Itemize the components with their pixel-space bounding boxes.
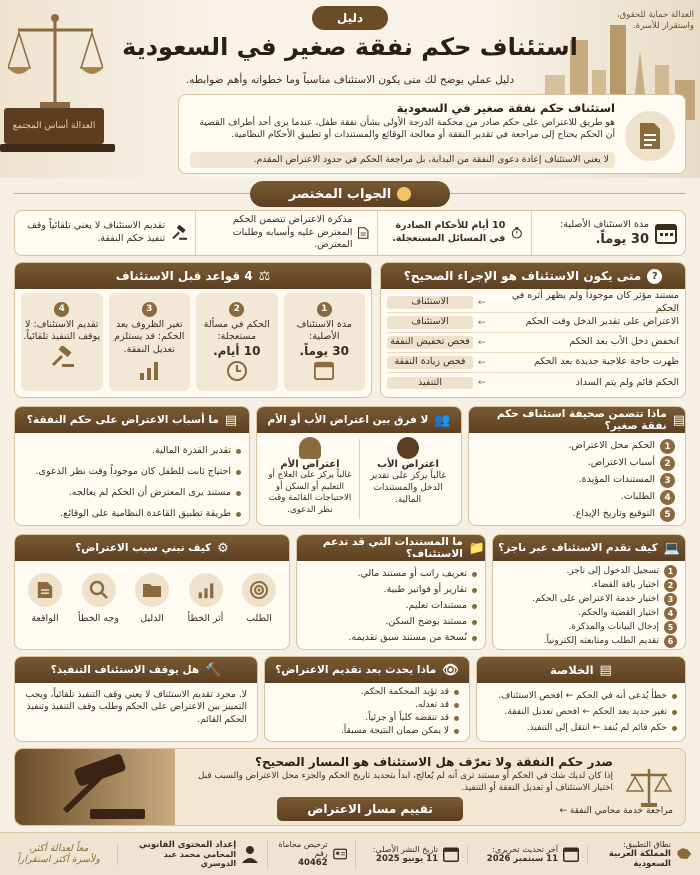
build-step: أثر الخطأ [182,573,230,626]
short-answer-item: تقديم الاستئناف لا يعني تلقائياً وقف تنفيذ حكم النفقة. [15,211,195,255]
online-card: 💻 كيف تقدم الاستئناف عبر ناجز؟ 1 تسجيل الدخول إلى ناجز. 2 اختيار باقة القضاء. 3 اختيار خدمة الاعتراض على الحكم. 4 اختيار القضية والحكم. 5 إدخال البيانات والمذكرة. 6 تقديم الطلب ومتابعته إلكترونياً. [492,534,686,650]
rule-item: 3 تغير الظروف بعد الحكم: قد يستلزم تعديل النفقة. [109,293,191,391]
footer-slogan: معاً لعدالة أكثر، ولأسرة أكثر استقراراً [0,843,118,865]
short-answer-item: مدة الاستئناف الأصلية: 30 يوماً. [531,211,685,255]
page-subtitle: دليل عملي يوضح لك متى يكون الاستئناف مناسباً وما خطواته وأهم ضوابطه. [185,74,515,86]
document-item: تقارير أو فواتير طبية. [301,582,477,598]
document-icon: ▤ [224,412,238,428]
when-appeal-row: الاعتراض على تقدير الدخل وقت الحكم ← الاستئناف [387,313,679,333]
memo-item: 2 أسباب الاعتراض. [475,455,675,472]
document-icon [625,111,675,161]
intro-note: لا يعني الاستئناف إعادة دعوى النفقة من البداية، بل مراجعة الحكم في حدود الاعتراض المقدم. [190,152,615,168]
rule-item: 1 مدة الاستئناف الأصلية: 30 يوماً. [284,293,366,391]
build-step: الدليل [128,573,176,626]
lawyer-service-link[interactable]: مراجعة خدمة محامي النفقة ← [559,806,673,816]
short-answer-card [14,210,686,256]
document-item: نُسخة من مستند سبق تقديمه. [301,630,477,646]
calendar-icon [563,846,579,862]
person-icon [241,845,259,863]
stay-card: 🔨 هل يوقف الاستئناف التنفيذ؟ لا. مجرد تقديم الاستئناف لا يعني وقف التنفيذ تلقائياً، ويجب التمييز بين الاعتراض على الحكم وطلب وقف التنفيذ وتنفيذ الحكم القائم. [14,656,258,742]
document-icon [358,222,368,244]
gear-icon: ⚙ [217,540,229,556]
document-icon: ▤ [599,662,612,678]
summary-item: حكم قائم لم يُنفذ ← انتقل إلى التنفيذ. [481,720,677,736]
footer-license: ترخيص محاماة رقم 40462 [268,840,356,868]
reason-item: احتياج ثابت للطفل كان موجوداً وقت نظر الدعوى. [21,462,241,483]
eye-icon: 👁 [442,662,459,678]
difference-card: 👥 لا فرق بين اعتراض الأب أو الأم اعتراض الأب غالباً يركز على تقدير الدخل والمستندات المالية. اعتراض الأم غالباً يركز على العلاج أو التعليم أو السكن أو الاحتياجات القائمة وقت نظر الدعوى. [256,406,462,526]
clock-icon [226,360,248,382]
gavel-illustration [15,749,175,825]
document-item: مستندات تعليم. [301,598,477,614]
calendar-icon [655,222,677,244]
gavel-icon: 🔨 [205,662,222,678]
rules-card: ⚖ 4 قواعد قبل الاستئناف 1 مدة الاستئناف الأصلية: 30 يوماً. 2 الحكم في مسألة مستعجلة: 10 أيام. 3 تغير الظروف بعد الحكم: قد يستلزم تعديل النفقة. 4 تقديم الاستئناف: لا يوقف التنفيذ تلقائياً. [14,262,372,398]
scale-icon: ⚖ [258,268,271,284]
father-icon [397,437,419,459]
summary-card: ▤ الخلاصة خطأ يُدعى أنه في الحكم ← افحص الاستئناف. تغير جديد بعد الحكم ← افحص تعديل النفقة. حكم قائم لم يُنفذ ← انتقل إلى التنفيذ. [476,656,686,742]
memo-item: 5 التوقيع وتاريخ الإيداع. [475,506,675,523]
build-step: الواقعة [21,573,69,626]
lightbulb-icon [397,187,411,201]
reason-item: طريقة تطبيق القاعدة النظامية على الوقائع. [21,504,241,525]
after-item: لا يمكن ضمان النتيجة مسبقاً. [269,725,459,738]
after-item: قد تعدله. [269,699,459,712]
build-card: ⚙ كيف تبني سبب الاعتراض؟ الطلب أثر الخطأ الدليل وجه الخطأ الواقعة [14,534,290,650]
mother-icon [299,437,321,459]
memo-card: ▤ ماذا تتضمن صحيفة استئناف حكم نفقة صغير؟ 1 الحكم محل الاعتراض. 2 أسباب الاعتراض. 3 المستندات المؤيدة. 4 الطلبات. 5 التوقيع وتاريخ الإيداع. [468,406,686,526]
footer-preparer: إعداد المحتوى القانوني المحامي محمد عبد الدوسري [118,840,268,868]
footer-updated: آخر تحديث تحريري: 11 سبتمبر 2026 [468,845,588,864]
after-card: 👁 ماذا يحدث بعد تقديم الاعتراض؟ قد تؤيد المحكمة الحكم. قد تعدله. قد تنقضه كلياً أو جزئياً. لا يمكن ضمان النتيجة مسبقاً. [264,656,470,742]
documents-card: 📁 ما المستندات التي قد تدعم الاستئناف؟ تعريف راتب أو مستند مالي. تقارير أو فواتير طبية. مستندات تعليم. مستند يوضح السكن. نُسخة من مستند سبق تقديمه. [296,534,486,650]
intro-title: استئناف حكم نفقة صغير في السعودية [396,101,615,115]
folder-icon [135,573,169,607]
when-appeal-card: ? متى يكون الاستئناف هو الإجراء الصحيح؟ مستند مؤثر كان موجوداً ولم يظهر أثره في الحكم ← الاستئناف الاعتراض على تقدير الدخل وقت الحكم ← الاستئناف انخفض دخل الأب بعد الحكم ← فحص تخفيض النفقة ظهرت حاجة علاجية جديدة بعد الحكم ← فحص زيادة النفقة الحكم قائم ولم يتم السداد ← التنفيذ [380,262,686,398]
memo-item: 3 المستندات المؤيدة. [475,472,675,489]
calendar-icon [443,846,459,862]
question-icon: ? [647,269,662,284]
document-icon: ▤ [672,412,685,428]
laptop-icon: 💻 [663,540,680,556]
folder-icon: 📁 [468,540,485,556]
scale-icon [625,763,673,811]
evaluate-route-button[interactable]: تقييم مسار الاعتراض [277,797,463,821]
rule-item: 2 الحكم في مسألة مستعجلة: 10 أيام. [196,293,278,391]
short-answer-item: مذكرة الاعتراض تتضمن الحكم المعترض عليه وأسبابه وطلبات المعترض. [195,211,376,255]
intro-card [178,94,686,174]
online-step: 6 تقديم الطلب ومتابعته إلكترونياً. [497,634,677,648]
footer-published: تاريخ النشر الأصلي: 11 يونيو 2025 [356,845,468,864]
after-item: قد تؤيد المحكمة الحكم. [269,686,459,699]
summary-item: تغير جديد بعد الحكم ← افحص تعديل النفقة. [481,704,677,720]
after-item: قد تنقضه كلياً أو جزئياً. [269,712,459,725]
magnifier-icon [82,573,116,607]
build-step: وجه الخطأ [75,573,123,626]
users-icon: 👥 [434,412,451,428]
when-appeal-row: ظهرت حاجة علاجية جديدة بعد الحكم ← فحص زيادة النفقة [387,353,679,373]
cta-text: إذا كان لديك شك في الحكم أو مستند ترى أنه لم يُعالج، ابدأ بتحديد تاريخ الحكم والجزء محل الاعتراض والسبب قبل اختيار الاستئناف أو تعديل النفقة أو التنفيذ. [198,771,613,793]
reasons-card: ▤ ما أسباب الاعتراض على حكم النفقة؟ تقدير القدرة المالية. احتياج ثابت للطفل كان موجوداً وقت نظر الدعوى. مستند يرى المعترض أن الحكم لم يعالجه. طريقة تطبيق القاعدة النظامية على الوقائع. [14,406,250,526]
when-appeal-row: الحكم قائم ولم يتم السداد ← التنفيذ [387,373,679,393]
cta-title: صدر حكم النفقة ولا تعرّف هل الاستئناف هو المسار الصحيح؟ [255,755,613,769]
reason-item: مستند يرى المعترض أن الحكم لم يعالجه. [21,483,241,504]
calendar-icon [314,360,334,380]
guide-tag: دليل [312,6,388,30]
map-icon [676,845,692,863]
when-appeal-row: انخفض دخل الأب بعد الحكم ← فحص تخفيض النفقة [387,333,679,353]
id-card-icon [333,847,347,861]
document-item: مستند يوضح السكن. [301,614,477,630]
scale-illustration [8,8,103,118]
header-corner-text: العدالة حماية للحقوق، واستقرار للأسرة. [616,10,694,32]
gavel-icon [171,222,187,244]
page-title: استئناف حكم نفقة صغير في السعودية [122,33,578,61]
online-step: 3 اختيار خدمة الاعتراض على الحكم. [497,592,677,606]
book-stack: العدالة أساس المجتمع [4,108,104,144]
online-step: 2 اختيار باقة القضاء. [497,578,677,592]
when-appeal-row: مستند مؤثر كان موجوداً ولم يظهر أثره في الحكم ← الاستئناف [387,293,679,313]
cta-card [14,748,686,826]
document-icon [28,573,62,607]
online-step: 5 إدخال البيانات والمذكرة. [497,620,677,634]
timer-icon [511,222,523,244]
online-step: 1 تسجيل الدخول إلى ناجز. [497,564,677,578]
intro-body: هو طريق للاعتراض على حكم صادر من محكمة الدرجة الأولى بشأن نفقة طفل، عندما يرى أحد أطراف القضية أن الحكم يحتاج إلى مراجعة في تقدير النفقة أو معالجة الوقائع والمستندات أو تطبيق الأحكام النظامية. [199,117,615,141]
reason-item: تقدير القدرة المالية. [21,441,241,462]
memo-item: 4 الطلبات. [475,489,675,506]
document-item: تعريف راتب أو مستند مالي. [301,566,477,582]
bar-chart-icon [138,359,160,381]
online-step: 4 اختيار القضية والحكم. [497,606,677,620]
short-answer-title-bar: الجواب المختصر [250,181,450,207]
short-answer-item: 10 أيام للأحكام الصادرة في المسائل المستعجلة. [377,211,531,255]
target-icon [242,573,276,607]
bar-chart-icon [189,573,223,607]
memo-item: 1 الحكم محل الاعتراض. [475,438,675,455]
gavel-icon [49,346,75,368]
build-step: الطلب [235,573,283,626]
summary-item: خطأ يُدعى أنه في الحكم ← افحص الاستئناف. [481,688,677,704]
rule-item: 4 تقديم الاستئناف: لا يوقف التنفيذ تلقائياً. [21,293,103,391]
footer-bar [0,832,700,875]
footer-scope: نطاق التطبيق: المملكة العربية السعودية [588,840,700,869]
